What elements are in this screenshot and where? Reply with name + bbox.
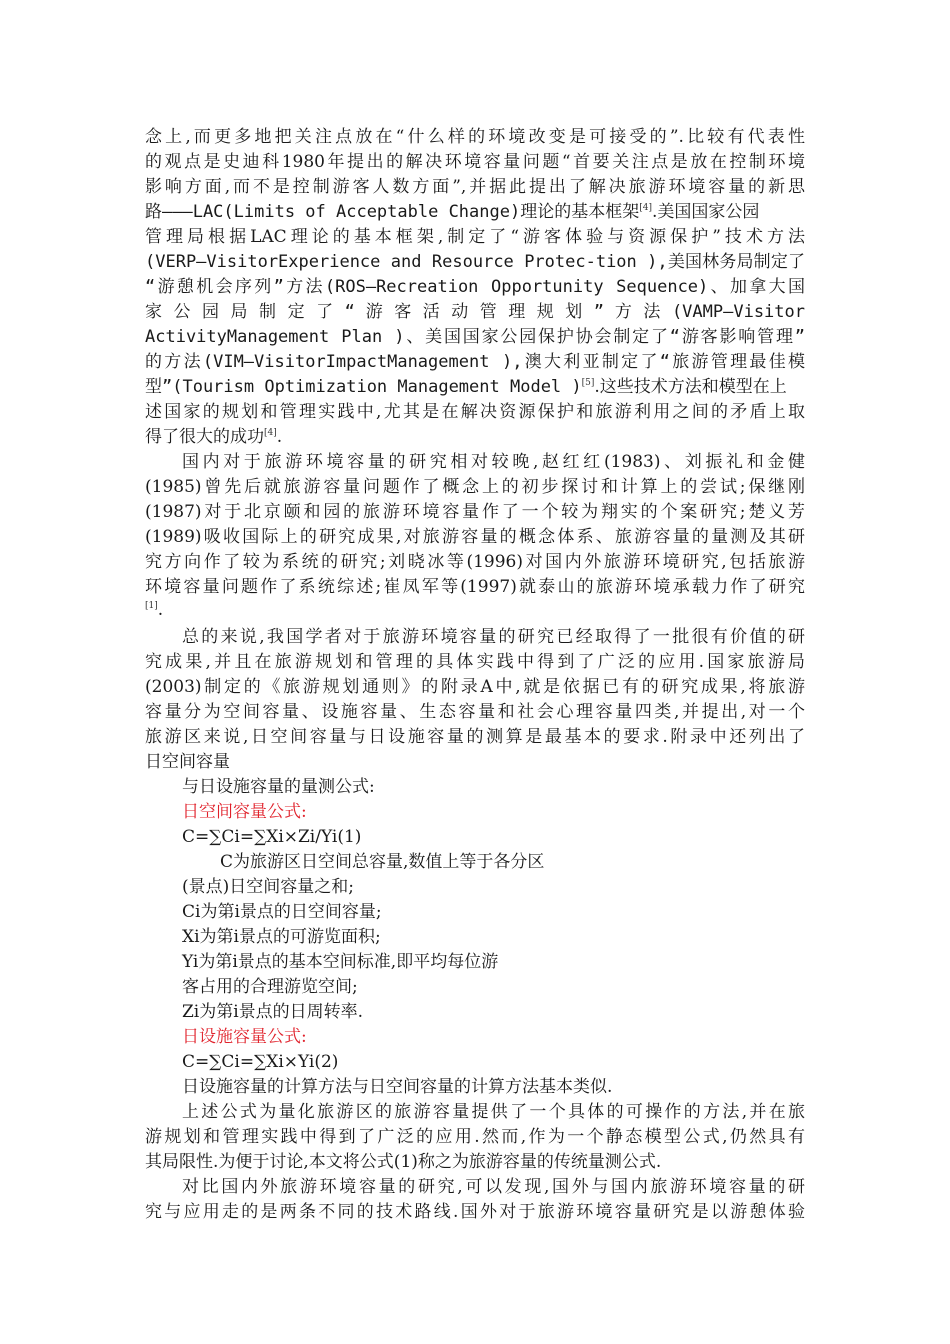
text-segment: . [157, 600, 164, 620]
citation-ref: [4] [639, 203, 652, 213]
definition-line: Xi为第i景点的可游览面积; [182, 927, 381, 947]
text-segment: .这些技术方法和模型在上 [594, 377, 787, 397]
definition-line: C为旅游区日空间总容量,数值上等于各分区 [220, 852, 545, 872]
text-line: 游规划和管理实践中得到了广泛的应用.然而,作为一个静态模型公式,仍然具有 [145, 1127, 805, 1147]
text-line [145, 425, 805, 450]
text-line: 总的来说,我国学者对于旅游环境容量的研究已经取得了一批很有价值的研 [182, 627, 805, 647]
text-segment: 得了很大的成功 [145, 427, 264, 447]
formula: C=∑Ci=∑Xi×Yi(2) [182, 1052, 339, 1072]
text-line: 环境容量问题作了系统综述;崔凤军等(1997)就泰山的旅游环境承载力作了研究 [145, 577, 805, 597]
text-line [145, 598, 805, 623]
text-line: 容量分为空间容量、设施容量、生态容量和社会心理容量四类,并提出,对一个 [145, 702, 805, 722]
citation-ref: [5] [581, 378, 595, 388]
text-line [145, 375, 805, 400]
definition-line: Ci为第i景点的日空间容量; [182, 902, 382, 922]
text-line: “游憩机会序列”方法(ROS—Recreation Opportunity Sequence)、加拿大国 [145, 277, 805, 297]
text-line: (1987)对于北京颐和园的旅游环境容量作了一个较为翔实的个案研究;楚义芳 [145, 502, 805, 522]
formula-heading: 日空间容量公式: [182, 802, 307, 822]
text-line [145, 200, 805, 225]
text-line: 影响方面,而不是控制游客人数方面”,并据此提出了解决旅游环境容量的新思 [145, 177, 805, 197]
text-line: 日空间容量 [145, 752, 230, 772]
formula-heading: 日设施容量公式: [182, 1027, 307, 1047]
citation-ref: [4] [264, 428, 277, 438]
text-segment: .美国国家公园 [651, 202, 760, 222]
text-line: 旅游区来说,日空间容量与日设施容量的测算是最基本的要求.附录中还列出了 [145, 727, 805, 747]
text-line: 日设施容量的计算方法与日空间容量的计算方法基本类似. [182, 1077, 613, 1097]
text-line: 其局限性.为便于讨论,本文将公式(1)称之为旅游容量的传统量测公式. [145, 1152, 662, 1172]
text-line: (1985)曾先后就旅游容量问题作了概念上的初步探讨和计算上的尝试;保继刚 [145, 477, 805, 497]
definition-line: (景点)日空间容量之和; [182, 877, 354, 897]
text-line: 的方法(VIM—VisitorImpactManagement ),澳大利亚制定了“旅游管理最佳模 [145, 352, 805, 372]
text-line: 对比国内外旅游环境容量的研究,可以发现,国外与国内旅游环境容量的研 [182, 1177, 805, 1197]
definition-line: Zi为第i景点的日周转率. [182, 1002, 364, 1022]
text-line: 究方向作了较为系统的研究;刘晓冰等(1996)对国内外旅游环境研究,包括旅游 [145, 552, 805, 572]
text-line: 上述公式为量化旅游区的旅游容量提供了一个具体的可操作的方法,并在旅 [182, 1102, 805, 1122]
citation-ref: [1] [145, 601, 158, 611]
text-line: (1989)吸收国际上的研究成果,对旅游容量的概念体系、旅游容量的量测及其研 [145, 527, 805, 547]
text-line: ActivityManagement Plan )、美国国家公园保护协会制定了“游客影响管理” [145, 327, 805, 347]
text-line: (2003)制定的《旅游规划通则》的附录A中,就是依据已有的研究成果,将旅游 [145, 677, 805, 697]
text-line: 述国家的规划和管理实践中,尤其是在解决资源保护和旅游利用之间的矛盾上取 [145, 402, 805, 422]
text-segment: 型”(Tourism Optimization Management Model ) [145, 377, 582, 397]
text-segment: . [276, 427, 283, 447]
definition-line: Yi为第i景点的基本空间标准,即平均每位游 [182, 952, 499, 972]
text-line: 与日设施容量的量测公式: [182, 777, 375, 797]
formula: C=∑Ci=∑Xi×Zi/Yi(1) [182, 827, 362, 847]
text-line: 国内对于旅游环境容量的研究相对较晚,赵红红(1983)、刘振礼和金健 [182, 452, 805, 472]
text-line: 管理局根据LAC理论的基本框架,制定了“游客体验与资源保护”技术方法 [145, 227, 805, 247]
text-line: 的观点是史迪科1980年提出的解决环境容量问题“首要关注点是放在控制环境 [145, 152, 805, 172]
text-segment: 路———LAC(Limits of Acceptable Change)理论的基本框架 [145, 202, 640, 222]
text-line: 究成果,并且在旅游规划和管理的具体实践中得到了广泛的应用.国家旅游局 [145, 652, 805, 672]
text-line: 念上,而更多地把关注点放在“什么样的环境改变是可接受的”.比较有代表性 [145, 127, 805, 147]
text-line: (VERP—VisitorExperience and Resource Protec-tion ),美国林务局制定了 [145, 252, 805, 272]
definition-line: 客占用的合理游览空间; [182, 977, 358, 997]
text-line: 究与应用走的是两条不同的技术路线.国外对于旅游环境容量研究是以游憩体验 [145, 1202, 805, 1222]
text-line: 家 公 园 局 制 定 了 “ 游 客 活 动 管 理 规 划 ” 方 法 (VAMP—Visitor [145, 302, 806, 322]
